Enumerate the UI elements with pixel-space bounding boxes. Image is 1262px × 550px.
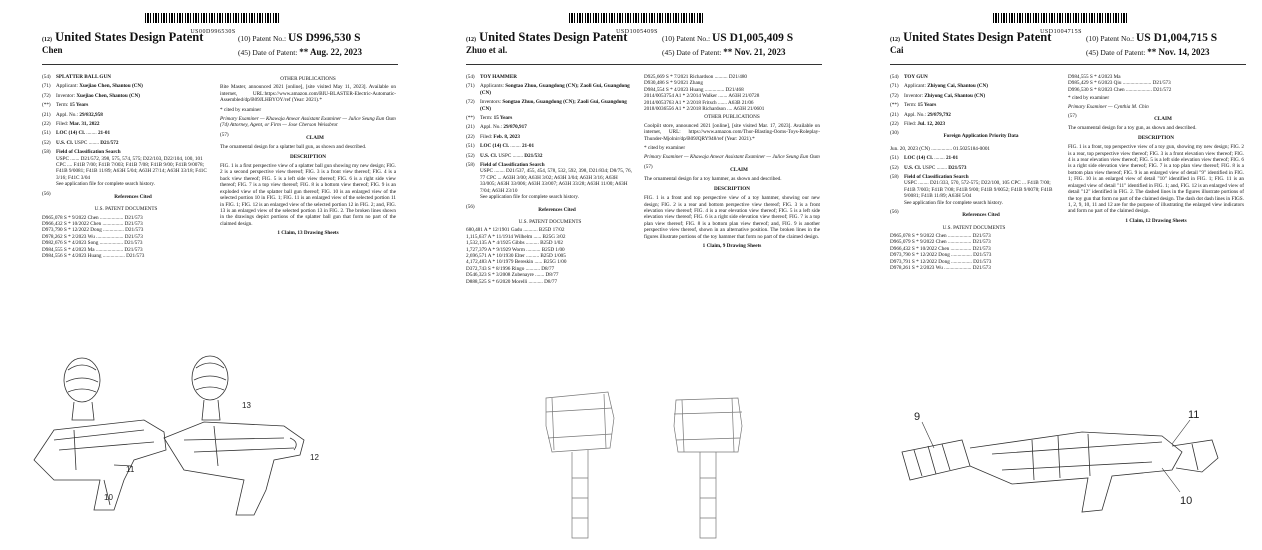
- barcode-number: USD1004715S: [1040, 29, 1082, 35]
- inventor: Songtao Zhuo, Guangdong (CN); Zaoli Gui, Guangdong (CN): [480, 99, 627, 112]
- list-item: 4,172,483 A * 10/1979 Bereskin ...... B25G 1/00: [466, 259, 567, 266]
- right-column: OTHER PUBLICATIONS Bite Master, announced 2021 [online], [site visited May 11, 2023]. Available on internet, URL:https://www.amazon.com/BIU-BLASTER-Electric-Automatic-Assembled/dp/B09JLHBYOY/ref (Year: 2021).* * cited by examiner Primary Examiner — Khawaja Anwar Assistant Examiner — Julice Seung Eun Oum (74) Attorney, Agent, or Firm — Jose Cherson Weissbrot (57) CLAIM The ornamental design for a splatter ball gun, as shown and described. DESCRIPTION FIG. 1 is a first perspective view of a splatter ball gun showing my new design; FIG. 2 is a second perspective view thereof; FIG. 3 is a front view thereof; FIG. 4 is a back view thereof; FIG. 5 is a left side view thereof; FIG. 6 is a right side view thereof; FIG. 7 is a top view thereof; FIG. 8 is a bottom view thereof; FIG. 9 is an exploded view of the splatter ball gun thereof; FIG. 10 is an enlarged view of the selected portion 10 in FIG. 1; FIG. 11 is an enlarged view of the selected portion 11 in FIG. 1; FIG. 12 is an enlarged view of the selected portion 12 in FIG. 2; and, FIG. 13 is an enlarged view of the selected portion 13 in FIG. 2. The broken lines shown in the drawings depict portions of the splatter ball gun that form no part of the claimed design. 1 Claim, 13 Drawing Sheets: [220, 76, 396, 237]
- list-item: D965,079 S * 9/2022 Chen .................. D21/573: [890, 239, 991, 246]
- inventor-surname: Chen: [42, 45, 63, 55]
- list-item: 680,481 A * 12/1901 Gadu ........... B25D 17/02: [466, 227, 565, 234]
- callout-label: 11: [126, 465, 135, 474]
- claim-text: The ornamental design for a splatter ball gun, as shown and described.: [220, 144, 367, 151]
- splatter-ball-gun-drawing: [14, 330, 412, 545]
- field-search: USPC ........ D21/537, 455, 454, 578, 532, 592, 398, D21/834; D8/75, 76, 77 CPC ... A63H 3/00; A63H 3/02; A63H 3/04; A63H 3/16; A63H 33/005; A63H 33/006; A63H 33/007; A63H 33/28; A63H 11/00; A63H 7/04; A63H 23/10: [480, 168, 632, 194]
- patent-header: [890, 30, 1246, 76]
- kind-code: (12): [42, 37, 52, 43]
- list-item: D965,078 S * 9/2022 Chen .................. D21/573: [890, 232, 991, 239]
- callout-label: 10: [1180, 495, 1193, 507]
- barcode: [993, 13, 1129, 23]
- barcode: [569, 13, 705, 23]
- barcode: [145, 13, 281, 23]
- list-item: D984,555 S * 4/2023 Ma: [1068, 74, 1121, 80]
- list-item: D984,554 S * 4/2023 Huang ............... D21/468: [644, 86, 744, 93]
- list-item: D888,525 S * 6/2020 Morelli ........... D8/77: [466, 278, 558, 285]
- cited-note: * cited by examiner: [220, 106, 262, 113]
- examiners: Primary Examiner — Khawaja Anwar Assistant Examiner — Julice Seung Eun Oum (74) Attorney, Agent, or Firm — Jose Cherson Weissbrot: [220, 116, 396, 129]
- claim-text: The ornamental design for a toy gun, as shown and described.: [1068, 125, 1197, 132]
- applicant: Zhiyong Cai, Shantou (CN): [927, 83, 989, 90]
- reference-list-continued: [644, 74, 820, 112]
- us-class: D21/572: [100, 139, 119, 146]
- description-text: FIG. 1 is a first perspective view of a splatter ball gun showing my new design; FIG. 2 is a second perspective view thereof; FIG. 3 is a front view thereof; FIG. 4 is a back view thereof; FIG. 5 is a left side view thereof; FIG. 6 is a right side view thereof; FIG. 7 is a top view thereof; FIG. 8 is a bottom view thereof; FIG. 9 is an exploded view of the splatter ball gun thereof; FIG. 10 is an enlarged view of the selected portion 10 in FIG. 1; FIG. 11 is an enlarged view of the selected portion 11 in FIG. 1; FIG. 12 is an enlarged view of the selected portion 12 in FIG. 2; and, FIG. 13 is an enlarged view of the selected portion 13 in FIG. 2. The broken lines shown in the drawings depict portions of the splatter ball gun that form no part of the claimed design.: [220, 163, 396, 227]
- callout-label: 11: [1188, 409, 1200, 421]
- header-rule: [890, 64, 1246, 65]
- list-item: 2018/0036556 A1 * 2/2018 Richardson .... A63H 21/0601: [644, 106, 765, 113]
- left-column: (54) TOY GUN (71) Applicant: Zhiyong Cai, Shantou (CN) (72) Inventor: Zhiyong Cai, Shantou (CN) (**) Term: 15 Years (21) Appl. No.: 29/879,792 (22) Filed: Jul. 12, 2023 (30) Foreign Application Priority Data Jun. 20, 2023 (CN) ................ 01.5025184-0001 (51) LOC (14) Cl. ........ 21-01 (52) U.S. Cl. USPC ........ D21/573 (58) Field of Classification Search USPC ........ D21/333, 570, 572-575; D22/100, 105 CPC ... F41B 7/00; F41B 7/003; F41B 7/08; F41B 9/00; F41B 9/0052; F41B 9/0078; F41B 9/0081; F41B 11/89; A63H 5/04 See application file for complete search history. (56) References Cited U.S. PATENT DOCUMENTS D965,078 S * 9/2022 Chen .................. D21/573 D965,079 S * 9/2022 Chen .................. D21/573 D966,432 S * 10/2022 Chen ................ D21/573 D973,790 S * 12/2022 Dong ................ D21/573 D973,791 S * 12/2022 Dong ................ D21/573 D978,261 S * 2/2023 Wu ..................... D21/573: [890, 74, 1058, 271]
- list-item: D985,429 S * 6/2023 Qiu ...................... D21/573: [1068, 80, 1171, 87]
- list-item: D982,676 S * 4/2023 Song .................. D21/573: [42, 240, 143, 247]
- reference-list: [890, 233, 1058, 271]
- patent-number: (10) Patent No.: US D996,530 S: [238, 32, 361, 44]
- claim-text: The ornamental design for a toy hammer, as shown and described.: [644, 176, 782, 183]
- filed-date: Mar. 31, 2022: [69, 121, 100, 128]
- applicant: Songtao Zhuo, Guangdong (CN); Zaoli Gui, Guangdong (CN): [480, 83, 630, 96]
- list-item: D973,791 S * 12/2022 Dong ................ D21/573: [890, 258, 992, 265]
- left-column: (54) SPLATTER BALL GUN (71) Applicant: Xuejiao Chen, Shantou (CN) (72) Inventor: Xuejiao Chen, Shantou (CN) (**) Term: 15 Years (21) Appl. No.: 29/832,958 (22) Filed: Mar. 31, 2022 (51) LOC (14) Cl. ........ 21-01 (52) U.S. Cl. USPC ........ D21/572 (58) Field of Classification Search USPC ....... D21/572, 398, 575, 574, 575; D22/103, D22/104, 100, 101 CPC .... F41B 7/00; F41B 7/003; F41B 7/08; F41B 9/00; F41B 9/0078; F41B 9/0081; F41B 11/89; A63H 5/04; A63H 27/14; A63H 33/18; F41C 3/16; F41C 3/04 See application file for complete search history. (56) References Cited U.S. PATENT DOCUMENTS D965,078 S * 9/2022 Chen .................. D21/573 D966,432 S * 10/2022 Chen ................ D21/573 D973,790 S * 12/2022 Dong ................ D21/573 D978,262 S * 2/2023 Wu ..................... D21/573 D982,676 S * 4/2023 Song .................. D21/573 D984,555 S * 4/2023 Ma ..................... D21/573 D984,556 S * 4/2023 Huang ................. D21/573: [42, 74, 210, 259]
- list-item: 2,696,571 A * 10/1930 Elter .......... B25D 1/005: [466, 252, 566, 259]
- right-column: D925,669 S * 7/2021 Richardson .......... D21/480 D930,486 S * 9/2021 Zhang D984,554 S * 4/2023 Huang ............... D21/468 2014/0053754 A1 * 2/2014 Walker ....... A63H 21/0728 2014/0053763 A1 * 2/2018 Fritsch ....... A63B 21/06 2018/0036556 A1 * 2/2018 Richardson .... A63H 21/0601 OTHER PUBLICATIONS Coolpiit store, announced 2021 [online], [site visited Mar. 17, 2023]. Available on internet, URL: https://www.amazon.com/Thor-Blasting-Ooms-Toys-Roleplay-Thunder-Mjolnir/dp/B09JQRY948/ref (Year: 2021).* * cited by examiner Primary Examiner — Khawaja Anwar Assistant Examiner — Julice Seung Eun Oum (57) CLAIM The ornamental design for a toy hammer, as shown and described. DESCRIPTION FIG. 1 is a front and top perspective view of a toy hammer, showing our new design; FIG. 2 is a rear and bottom perspective view thereof; FIG. 3 is a front elevation view thereof; FIG. 4 is a rear elevation view thereof; FIG. 5 is a left side elevation view thereof; FIG. 6 is a right side elevation view thereof; FIG. 7 is a top plan view thereof; FIG. 8 is a bottom plan view thereof; and, FIG. 9 is another perspective view thereof, shown in an alternative position. The broken lines in the figures illustrate portions of the toy hammer that form no part of the claimed design. 1 Claim, 9 Drawing Sheets: [644, 74, 820, 249]
- doc-type: United States Design Patent: [479, 30, 628, 44]
- left-column: (54) TOY HAMMER (71) Applicants: Songtao Zhuo, Guangdong (CN); Zaoli Gui, Guangdong (CN) (72) Inventors: Songtao Zhuo, Guangdong (CN); Zaoli Gui, Guangdong (CN) (**) Term: 15 Years (21) Appl. No.: 29/870,917 (22) Filed: Feb. 8, 2023 (51) LOC (14) Cl. ........ 21-01 (52) U.S. Cl. USPC ........ D21/532 (58) Field of Classification Search USPC ........ D21/537, 455, 454, 578, 532, 592, 398, D21/834; D8/75, 76, 77 CPC ... A63H 3/00; A63H 3/02; A63H 3/04; A63H 3/16; A63H 33/005; A63H 33/006; A63H 33/007; A63H 33/28; A63H 11/00; A63H 7/04; A63H 23/10 See application file for complete search history. (56) References Cited U.S. PATENT DOCUMENTS 680,481 A * 12/1901 Gadu ........... B25D 17/02 1,115,637 A * 11/1914 Wilhelm ...... B25G 3/02 1,532,135 A * 4/1925 Gibbs .......... B25D 1/02 1,727,379 A * 9/1929 Worm ........... B25D 1/00 2,696,571 A * 10/1930 Elter .......... B25D 1/005 4,172,483 A * 10/1979 Bereskin ...... B25G 1/00 D372,743 S * 8/1996 Ringo ........... D8/77 D546,323 S * 3/2008 Zubenayre ....... D8/77 D888,525 S * 6/2020 Morelli ........... D8/77: [466, 74, 634, 285]
- description-text: FIG. 1 is a front and top perspective view of a toy hammer, showing our new design; FIG. 2 is a rear and bottom perspective view thereof; FIG. 3 is a front elevation view thereof; FIG. 4 is a rear elevation view thereof; FIG. 5 is a left side elevation view thereof; FIG. 6 is a right side elevation view thereof; FIG. 7 is a top plan view thereof; FIG. 8 is a bottom plan view thereof; and, FIG. 9 is another perspective view thereof, shown in an alternative position. The broken lines in the figures illustrate portions of the toy hammer that form no part of the claimed design.: [644, 195, 820, 240]
- list-item: D930,486 S * 9/2021 Zhang: [644, 80, 703, 87]
- appl-no: 29/832,958: [79, 111, 103, 118]
- barcode-number: US00D996530S: [190, 29, 236, 35]
- list-item: D978,262 S * 2/2023 Wu ..................... D21/573: [42, 233, 143, 240]
- reference-list: [466, 227, 634, 285]
- kind-code: (12): [466, 37, 476, 43]
- list-item: D925,669 S * 7/2021 Richardson .......... D21/480: [644, 74, 748, 80]
- loc-class: 21-01: [945, 155, 959, 162]
- list-item: D978,261 S * 2/2023 Wu ..................... D21/573: [890, 264, 991, 271]
- examiners: Primary Examiner — Khawaja Anwar Assistant Examiner — Julice Seung Eun Oum: [644, 154, 820, 161]
- appl-no: 29/870,917: [503, 124, 527, 131]
- other-publications: Bite Master, announced 2021 [online], [site visited May 11, 2023]. Available on internet, URL:https://www.amazon.com/BIU-BLASTER-Electric-Automatic-Assembled/dp/B09JLHBYOY/ref (Year: 2021).*: [220, 84, 396, 104]
- inventor-surname: Cai: [890, 45, 904, 55]
- patent-page-3: [862, 0, 1260, 550]
- toy-hammer-drawing: [438, 378, 836, 548]
- term: 15 Years: [69, 102, 89, 109]
- inventor: Xuejiao Chen, Shantou (CN): [76, 92, 141, 99]
- list-item: D546,323 S * 3/2008 Zubenayre ....... D8/77: [466, 272, 559, 279]
- claims-sheets: 1 Claim, 12 Drawing Sheets: [1125, 217, 1187, 224]
- list-item: 1,727,379 A * 9/1929 Worm ........... B25D 1/00: [466, 246, 565, 253]
- design-title: TOY HAMMER: [480, 74, 518, 80]
- examiners: Primary Examiner — Cynthia M. Chin: [1068, 103, 1149, 110]
- references-heading: References Cited: [962, 212, 1000, 219]
- header-rule: [42, 64, 398, 65]
- list-item: D996,530 S * 8/2023 Chen .................... D21/572: [1068, 86, 1172, 93]
- filed-date: Jul. 12, 2023: [917, 121, 946, 128]
- references-heading: References Cited: [114, 193, 152, 200]
- cited-note: * cited by examiner: [644, 145, 686, 152]
- patent-number: (10) Patent No.: US D1,005,409 S: [662, 32, 794, 44]
- doc-type: United States Design Patent: [55, 30, 204, 44]
- reference-list-continued: [1068, 74, 1244, 93]
- patent-header: [466, 30, 822, 76]
- list-item: D966,432 S * 10/2022 Chen ................ D21/573: [42, 220, 143, 227]
- patent-date: (45) Date of Patent: ** Nov. 14, 2023: [1086, 47, 1210, 57]
- loc-class: 21-01: [97, 130, 111, 137]
- description-text: FIG. 1 is a front, top perspective view of a toy gun, showing my new design; FIG. 2 is a rear, top perspective view thereof; FIG. 3 is a front elevation view thereof; FIG. 4 is a rear elevation view thereof; FIG. 5 is a left side elevation view thereof; FIG. 6 is a right side elevation view thereof; FIG. 7 is a top plan view thereof; FIG. 8 is a bottom plan view thereof; FIG. 9 is an enlarged view of detail "9" identified in FIG. 1; FIG. 10 is an enlarged view of detail "10" identified in FIG. 1; FIG. 11 is an enlarged view of detail "11" identified in FIG. 1; and, FIG. 12 is an enlarged view of detail "12" identified in FIG. 2. The dashed lines in the figures illustrate portions of the toy gun that form no part of the claimed design. The dash dot dash lines in FIGS. 1, 2, 9, 10, 11 and 12 are for the purpose of illustrating the enlarged view indicators and form no part of the claimed design.: [1068, 144, 1244, 215]
- list-item: D966,432 S * 10/2022 Chen ................ D21/573: [890, 245, 991, 252]
- priority-heading: Foreign Application Priority Data: [943, 133, 1019, 140]
- patent-date: (45) Date of Patent: ** Aug. 22, 2023: [238, 47, 362, 57]
- patent-header: [42, 30, 398, 76]
- list-item: 1,532,135 A * 4/1925 Gibbs .......... B25D 1/02: [466, 240, 563, 247]
- claims-sheets: 1 Claim, 9 Drawing Sheets: [702, 242, 762, 249]
- list-item: 1,115,637 A * 11/1914 Wilhelm ...... B25G 3/02: [466, 233, 566, 240]
- list-item: D984,555 S * 4/2023 Ma ..................... D21/573: [42, 246, 143, 253]
- reference-list: [42, 215, 210, 260]
- callout-label: 10: [104, 493, 113, 502]
- toy-gun-drawing: [862, 392, 1260, 547]
- list-item: D965,078 S * 9/2022 Chen .................. D21/573: [42, 214, 143, 221]
- field-search: USPC ....... D21/572, 398, 575, 574, 575; D22/103, D22/104, 100, 101 CPC .... F41B 7/00; F41B 7/003; F41B 7/08; F41B 9/00; F41B 9/0078; F41B 9/0081; F41B 11/89; A63H 5/04; A63H 27/14; A63H 33/18; F41C 3/16; F41C 3/04: [56, 155, 207, 181]
- patent-number: (10) Patent No.: US D1,004,715 S: [1086, 32, 1218, 44]
- applicant: Xuejiao Chen, Shantou (CN): [79, 83, 143, 90]
- patent-page-2: [438, 0, 836, 550]
- callout-label: 9: [914, 411, 921, 423]
- patent-page-1: [14, 0, 412, 550]
- list-item: 2014/0053754 A1 * 2/2014 Walker ....... A63H 21/0728: [644, 93, 760, 100]
- field-search: USPC ........ D21/333, 570, 572-575; D22/100, 105 CPC ... F41B 7/00; F41B 7/003; F41B 7/08; F41B 9/00; F41B 9/0052; F41B 9/0078; F41B 9/0081; F41B 11/89; A63H 5/04: [904, 180, 1053, 200]
- other-publications: Coolpiit store, announced 2021 [online], [site visited Mar. 17, 2023]. Available on internet, URL: https://www.amazon.com/Thor-Blasting-Ooms-Toys-Roleplay-Thunder-Mjolnir/dp/B09JQRY948/ref (Year: 2021).*: [644, 122, 820, 142]
- list-item: D984,556 S * 4/2023 Huang ................. D21/573: [42, 252, 145, 259]
- inventor-surname: Zhuo et al.: [466, 45, 508, 55]
- term: 15 Years: [917, 102, 937, 109]
- design-title: TOY GUN: [904, 74, 928, 80]
- header-rule: [466, 64, 822, 65]
- loc-class: 21-01: [521, 143, 535, 150]
- callout-label: 12: [310, 453, 319, 462]
- claims-sheets: 1 Claim, 13 Drawing Sheets: [277, 230, 339, 237]
- priority-data: Jun. 20, 2023 (CN) ................ 01.5025184-0001: [890, 145, 991, 152]
- us-class: D21/573: [948, 164, 967, 171]
- barcode-number: USD1005409S: [616, 29, 658, 35]
- inventor: Zhiyong Cai, Shantou (CN): [924, 92, 986, 99]
- filed-date: Feb. 8, 2023: [493, 133, 520, 140]
- list-item: D973,790 S * 12/2022 Dong ................ D21/573: [42, 227, 144, 234]
- list-item: D973,790 S * 12/2022 Dong ................ D21/573: [890, 252, 992, 259]
- callout-label: 13: [242, 401, 251, 410]
- references-heading: References Cited: [538, 206, 576, 213]
- list-item: 2014/0053763 A1 * 2/2018 Fritsch ....... A63B 21/06: [644, 99, 754, 106]
- appl-no: 29/879,792: [927, 111, 951, 118]
- design-title: SPLATTER BALL GUN: [56, 74, 111, 80]
- patent-date: (45) Date of Patent: ** Nov. 21, 2023: [662, 47, 786, 57]
- doc-type: United States Design Patent: [903, 30, 1052, 44]
- list-item: D372,743 S * 8/1996 Ringo ........... D8/77: [466, 265, 555, 272]
- kind-code: (12): [890, 37, 900, 43]
- right-column: D984,555 S * 4/2023 Ma D985,429 S * 6/2023 Qiu ...................... D21/573 D996,530 S * 8/2023 Chen .................... D21/572 * cited by examiner Primary Examiner — Cynthia M. Chin (57) CLAIM The ornamental design for a toy gun, as shown and described. DESCRIPTION FIG. 1 is a front, top perspective view of a toy gun, showing my new design; FIG. 2 is a rear, top perspective view thereof; FIG. 3 is a front elevation view thereof; FIG. 4 is a rear elevation view thereof; FIG. 5 is a left side elevation view thereof; FIG. 6 is a right side elevation view thereof; FIG. 7 is a top plan view thereof; FIG. 8 is a bottom plan view thereof; FIG. 9 is an enlarged view of detail "9" identified in FIG. 1; FIG. 10 is an enlarged view of detail "10" identified in FIG. 1; FIG. 11 is an enlarged view of detail "11" identified in FIG. 1; and, FIG. 12 is an enlarged view of detail "12" identified in FIG. 2. The dashed lines in the figures illustrate portions of the toy gun that form no part of the claimed design. The dash dot dash lines in FIGS. 1, 2, 9, 10, 11 and 12 are for the purpose of illustrating the enlarged view indicators and form no part of the claimed design. 1 Claim, 12 Drawing Sheets: [1068, 74, 1244, 224]
- cited-note: * cited by examiner: [1068, 95, 1110, 102]
- us-class: D21/532: [524, 152, 543, 159]
- term: 15 Years: [493, 115, 513, 122]
